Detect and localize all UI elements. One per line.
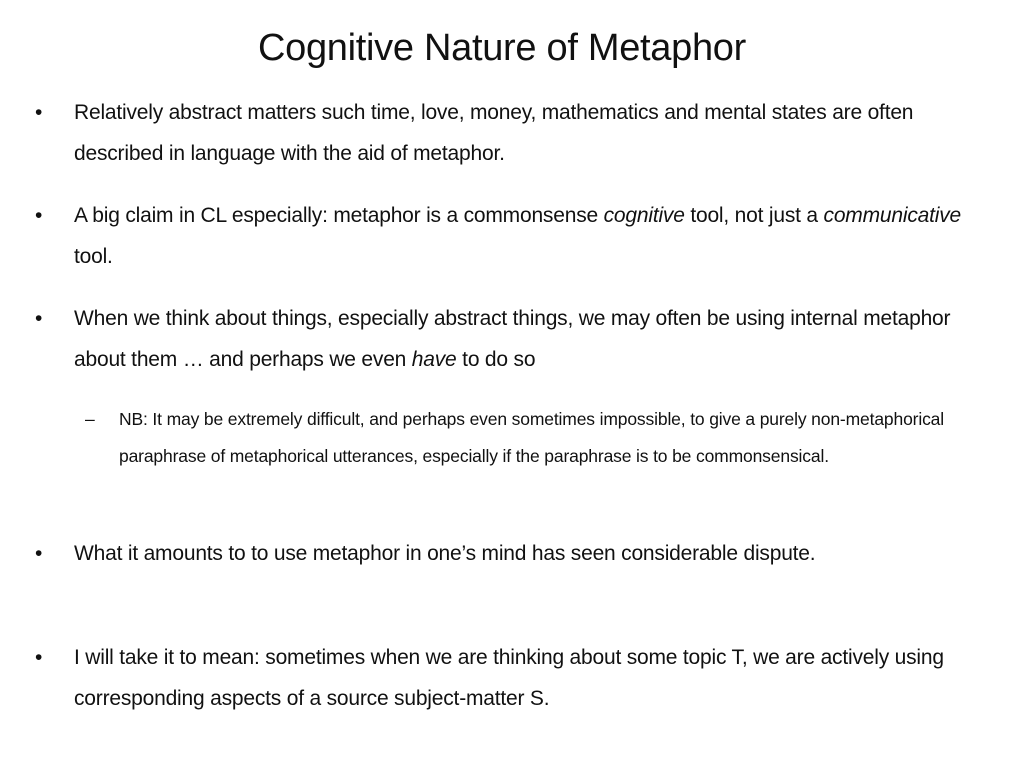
bullet-text: Relatively abstract matters such time, love, money, mathematics and mental states are often described in language with the aid of metaphor. — [74, 101, 914, 165]
bullet-marker: • — [35, 101, 43, 124]
bullet-text: What it amounts to to use metaphor in one’s mind has seen considerable dispute. — [74, 542, 816, 565]
bullet-marker: • — [35, 542, 43, 565]
sub-bullet-text: NB: It may be extremely difficult, and perhaps even sometimes impossible, to give a purely non-metaphorical paraphrase of metaphorical utterances, especially if the paraphrase is to be commonsensical. — [119, 409, 945, 466]
bullet-emphasis: communicative — [823, 204, 961, 227]
sub-bullet-item — [85, 401, 979, 475]
bullet-emphasis: have — [411, 348, 457, 371]
bullet-item — [35, 298, 974, 380]
bullet-emphasis: cognitive — [603, 204, 685, 227]
bullet-marker: • — [35, 204, 43, 227]
bullet-text: A big claim in CL especially: metaphor is a commonsense — [74, 204, 604, 227]
sub-bullet-marker: – — [85, 409, 95, 429]
slide-title: Cognitive Nature of Metaphor — [258, 27, 746, 69]
bullet-marker: • — [35, 307, 43, 330]
bullet-text: When we think about things, especially abstract things, we may often be using internal metaphor about them … and perhaps we even — [74, 307, 951, 371]
bullet-text: tool. — [74, 245, 113, 268]
bullet-marker: • — [35, 646, 43, 669]
bullet-item — [35, 533, 974, 574]
bullet-item — [35, 637, 974, 719]
bullet-text: tool, not just a — [684, 204, 824, 227]
bullet-item — [35, 195, 974, 277]
bullet-text: I will take it to mean: sometimes when we are thinking about some topic T, we are actively using corresponding aspects of a source subject-matter S. — [74, 646, 944, 710]
bullet-item — [35, 92, 974, 174]
bullet-text: to do so — [456, 348, 536, 371]
